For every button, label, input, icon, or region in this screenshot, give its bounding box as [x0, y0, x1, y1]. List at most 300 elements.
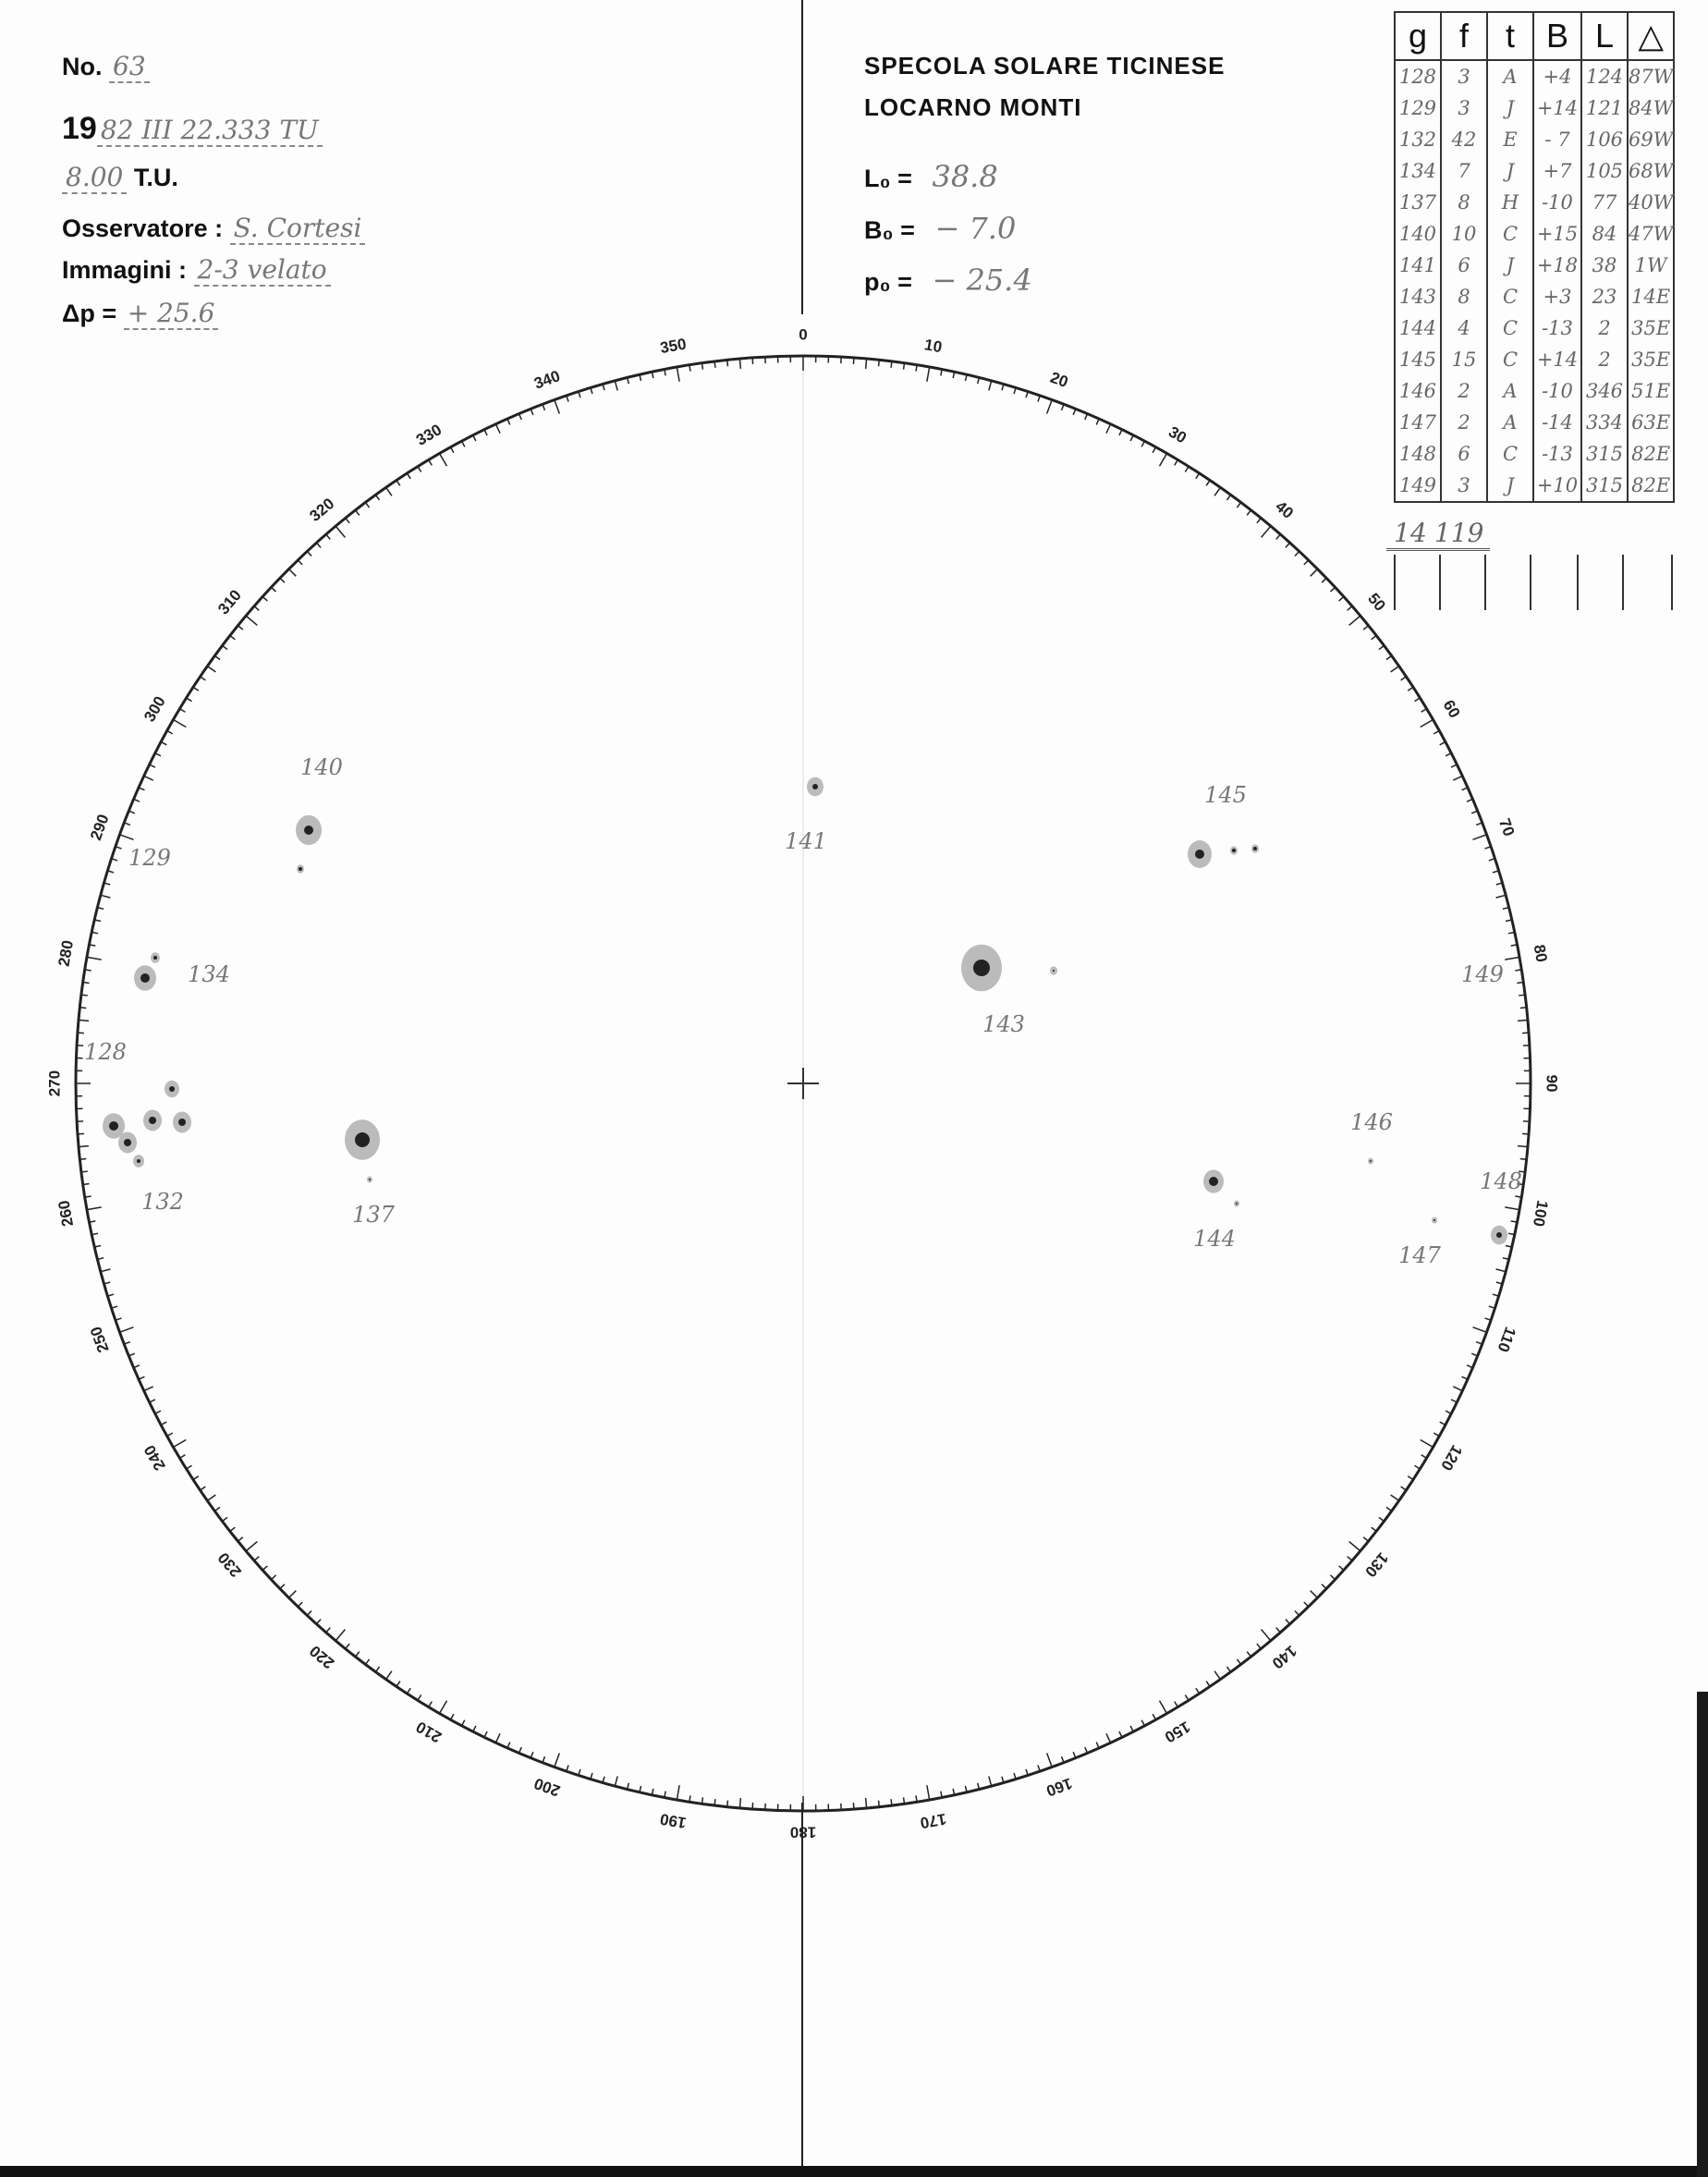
scale-tick [1106, 424, 1111, 434]
sunspot-umbra [1434, 1219, 1435, 1221]
scale-tick [1247, 1652, 1250, 1657]
scale-tick [1175, 1702, 1178, 1707]
scale-tick [1518, 1146, 1528, 1147]
sunspot-umbra [1232, 849, 1236, 852]
scale-tick [155, 1411, 161, 1413]
scale-tick [1130, 1726, 1133, 1731]
scale-tick [1295, 551, 1299, 556]
scale-tick [1421, 709, 1427, 713]
scale-tick [879, 360, 880, 366]
scale-tick [1185, 1694, 1189, 1700]
scale-tick [1408, 1476, 1413, 1480]
total-groups: 14 [1394, 518, 1427, 548]
sunspot-umbra [1209, 1177, 1218, 1186]
table-cell: 82E [1628, 470, 1674, 502]
table-cell: 42 [1441, 124, 1487, 155]
table-cell: 128 [1395, 60, 1441, 92]
scale-tick [222, 1517, 227, 1521]
scale-tick [375, 495, 379, 500]
table-cell: 84W [1628, 92, 1674, 124]
p0-label: p₀ = [864, 268, 912, 296]
scale-label: 40 [1272, 497, 1298, 522]
scale-tick [1379, 1517, 1385, 1521]
scale-tick [193, 687, 199, 691]
scale-tick [1496, 1269, 1507, 1272]
scale-tick [879, 1801, 880, 1807]
scale-tick [615, 1777, 617, 1787]
sunspot-umbra [812, 784, 818, 789]
scale-tick [1453, 1387, 1462, 1391]
scale-label: 350 [658, 335, 688, 358]
scale-tick [316, 1620, 321, 1624]
scale-tick [365, 502, 369, 508]
scale-tick [355, 1652, 359, 1657]
scale-label: 70 [1495, 815, 1519, 839]
scale-tick [1141, 1720, 1144, 1726]
scale-tick [1226, 1667, 1230, 1672]
scale-tick [262, 596, 267, 601]
scale-tick [1434, 1433, 1439, 1436]
scale-tick [1330, 1575, 1335, 1580]
scale-label: 130 [1361, 1548, 1392, 1581]
sunspot-umbra [299, 867, 302, 871]
scale-tick [1196, 473, 1200, 479]
scale-tick [1226, 495, 1230, 500]
scale-tick [495, 1733, 500, 1743]
scale-label: 200 [531, 1774, 563, 1800]
scale-tick [579, 1769, 580, 1776]
table-cell: 3 [1441, 470, 1487, 502]
table-cell: E [1487, 124, 1533, 155]
scale-label: 280 [55, 938, 78, 968]
scale-tick [298, 1602, 302, 1607]
scale-tick [238, 626, 242, 630]
scale-tick [1489, 1306, 1495, 1308]
table-cell: 2 [1581, 312, 1628, 344]
table-cell: -13 [1533, 438, 1581, 470]
table-cell: 106 [1581, 124, 1628, 155]
scale-label: 170 [919, 1809, 948, 1832]
scale-label: 0 [799, 325, 808, 344]
scale-tick [1196, 1688, 1200, 1694]
scale-tick [336, 1630, 345, 1641]
scale-tick [1349, 1542, 1360, 1551]
images-value: 2-3 velato [194, 254, 331, 287]
scale-label: 320 [306, 495, 338, 525]
scale-tick [1414, 698, 1420, 702]
table-cell: 137 [1395, 187, 1441, 218]
date-value: 82 III 22.333 TU [97, 115, 323, 147]
table-cell: - 7 [1533, 124, 1581, 155]
scale-tick [1153, 1714, 1155, 1719]
scale-tick [1496, 895, 1507, 898]
scale-label: 50 [1364, 589, 1389, 615]
observer-label: Osservatore : [62, 214, 224, 242]
scale-tick [386, 487, 392, 495]
scale-tick [1363, 626, 1368, 630]
sunspot-umbra [140, 973, 150, 983]
table-cell: 145 [1395, 344, 1441, 375]
table-cell: 10 [1441, 218, 1487, 250]
record-number-label: No. [62, 53, 103, 80]
scale-tick [1119, 430, 1122, 435]
scale-tick [555, 399, 559, 413]
scale-tick [429, 1702, 433, 1707]
scale-tick [1372, 1527, 1377, 1531]
scale-tick [1330, 587, 1335, 592]
scale-tick [79, 1020, 89, 1021]
table-cell: 84 [1581, 218, 1628, 250]
scale-tick [1489, 859, 1495, 861]
scale-tick [739, 1798, 740, 1808]
scale-tick [246, 1542, 257, 1551]
scale-label: 30 [1165, 422, 1190, 447]
scale-tick [1421, 1455, 1427, 1459]
table-cell: 51E [1628, 375, 1674, 407]
sunspot-umbra [1253, 847, 1257, 850]
scale-tick [1322, 1584, 1326, 1589]
table-cell: 334 [1581, 407, 1628, 438]
scale-tick [1446, 753, 1451, 756]
scale-tick [866, 359, 867, 369]
scale-tick [989, 1777, 992, 1787]
scale-label: 160 [1043, 1774, 1075, 1800]
scale-tick [1175, 459, 1178, 465]
scale-tick [101, 1269, 111, 1272]
scale-tick [179, 709, 185, 713]
scale-tick [1026, 1769, 1028, 1776]
scale-tick [79, 1008, 86, 1009]
scale-tick [207, 1495, 215, 1500]
group-label: 140 [300, 754, 343, 780]
scale-tick [904, 363, 905, 370]
scale-tick [1247, 510, 1250, 516]
scale-tick [927, 367, 930, 382]
scale-label: 150 [1161, 1718, 1194, 1746]
table-cell: 148 [1395, 438, 1441, 470]
scale-tick [167, 730, 173, 733]
scale-tick [1160, 453, 1167, 466]
scale-tick [112, 1306, 118, 1308]
scale-tick [119, 835, 133, 839]
scale-tick [1363, 1537, 1368, 1541]
scale-tick [187, 1465, 192, 1469]
scale-tick [1451, 764, 1457, 767]
table-cell: +7 [1533, 155, 1581, 187]
scale-tick [280, 578, 285, 582]
scale-label: 220 [306, 1642, 338, 1672]
time-value: 8.00 [62, 162, 127, 194]
scale-tick [1141, 441, 1144, 446]
scale-tick [418, 467, 421, 472]
scale-tick [365, 1659, 369, 1665]
observatory-location: LOCARNO MONTI [864, 93, 1082, 121]
sunspot-umbra [178, 1119, 186, 1126]
scale-tick [1401, 1486, 1407, 1490]
total-spots: 119 [1434, 518, 1484, 548]
scale-tick [407, 1688, 410, 1694]
sunspot-umbra [109, 1121, 118, 1131]
scale-tick [1119, 1731, 1122, 1737]
table-cell: J [1487, 250, 1533, 281]
scale-tick [155, 753, 161, 756]
table-cell: 2 [1441, 375, 1487, 407]
scale-tick [440, 1701, 447, 1714]
scale-tick [495, 424, 500, 434]
scale-label: 210 [412, 1718, 445, 1746]
scale-tick [307, 551, 311, 556]
scale-tick [1379, 645, 1385, 649]
p0-value: − 25.4 [932, 263, 1032, 298]
scale-label: 100 [1529, 1199, 1552, 1229]
scale-tick [326, 534, 331, 539]
scale-label: 20 [1047, 368, 1071, 391]
scale-tick [307, 1610, 311, 1615]
scale-tick [396, 1682, 400, 1687]
table-cell: J [1487, 155, 1533, 187]
scale-tick [1185, 467, 1189, 472]
scale-tick [927, 1785, 930, 1800]
scale-tick [207, 667, 215, 672]
scale-tick [316, 543, 321, 547]
scale-tick [386, 1671, 392, 1680]
scale-tick [150, 1400, 155, 1402]
table-cell: 149 [1395, 470, 1441, 502]
table-cell: 140 [1395, 218, 1441, 250]
table-cell: +14 [1533, 344, 1581, 375]
table-cell: C [1487, 218, 1533, 250]
scale-tick [904, 1797, 905, 1804]
group-label: 143 [982, 1011, 1025, 1037]
scale-tick [336, 526, 345, 537]
scale-tick [346, 1644, 349, 1648]
scale-tick [1408, 687, 1413, 691]
table-cell: 132 [1395, 124, 1441, 155]
scale-label: 120 [1437, 1441, 1466, 1474]
scale-label: 110 [1494, 1324, 1519, 1355]
table-cell: C [1487, 438, 1533, 470]
table-cell: +10 [1533, 470, 1581, 502]
scale-tick [214, 655, 220, 659]
sunspot-umbra [355, 1132, 370, 1147]
scale-tick [173, 1440, 186, 1448]
scale-label: 230 [214, 1548, 245, 1581]
scale-tick [230, 1527, 236, 1531]
table-cell: 7 [1441, 155, 1487, 187]
scale-tick [1026, 392, 1028, 398]
table-cell: A [1487, 60, 1533, 92]
scale-tick [298, 560, 302, 565]
scale-tick [1295, 1610, 1299, 1615]
scale-tick [87, 1207, 102, 1210]
group-label: 149 [1461, 961, 1504, 987]
scale-tick [1130, 435, 1133, 441]
table-cell: 23 [1581, 281, 1628, 312]
scale-tick [167, 1433, 173, 1436]
table-cell: 47W [1628, 218, 1674, 250]
table-cell: 121 [1581, 92, 1628, 124]
scale-tick [714, 361, 715, 368]
table-cell: 87W [1628, 60, 1674, 92]
scale-tick [1206, 481, 1210, 486]
sunspot-umbra [137, 1159, 140, 1163]
group-label: 132 [141, 1189, 184, 1215]
B0-value: − 7.0 [934, 211, 1017, 246]
scale-label: 310 [214, 586, 245, 618]
scale-label: 140 [1268, 1642, 1300, 1672]
scale-label: 290 [87, 812, 113, 843]
sunspot-umbra [1195, 850, 1204, 859]
group-label: 129 [128, 845, 171, 871]
scale-tick [473, 1726, 476, 1731]
table-cell: -10 [1533, 375, 1581, 407]
scale-label: 250 [87, 1324, 113, 1355]
table-cell: 146 [1395, 375, 1441, 407]
scale-tick [326, 1628, 331, 1633]
scale-tick [173, 720, 186, 728]
scale-tick [1421, 720, 1434, 728]
sunspot-umbra [973, 960, 990, 976]
table-cell: 63E [1628, 407, 1674, 438]
scale-tick [1372, 635, 1377, 639]
scale-tick [346, 518, 349, 522]
scale-tick [714, 1799, 715, 1805]
scale-tick [1339, 596, 1344, 601]
scale-tick [201, 677, 206, 680]
delta-p-label: Δp = [62, 300, 117, 327]
scale-tick [1414, 1465, 1420, 1469]
table-cell: 38 [1581, 250, 1628, 281]
table-cell: 129 [1395, 92, 1441, 124]
scan-border-right [1697, 1692, 1708, 2177]
scale-tick [989, 381, 992, 391]
delta-p-value: + 25.6 [124, 298, 219, 330]
scale-tick [1391, 667, 1399, 672]
table-cell: 134 [1395, 155, 1441, 187]
scale-tick [1446, 1411, 1451, 1413]
scale-tick [1520, 1159, 1527, 1160]
table-cell: 105 [1581, 155, 1628, 187]
scale-tick [1440, 1422, 1446, 1425]
sunspot-umbra [304, 826, 313, 835]
scale-tick [280, 1584, 285, 1589]
table-cell: +3 [1533, 281, 1581, 312]
table-cell: 8 [1441, 281, 1487, 312]
group-label: 134 [188, 961, 230, 987]
scale-tick [87, 957, 102, 960]
scale-tick [1262, 526, 1271, 537]
scale-label: 90 [1543, 1074, 1561, 1093]
table-cell: 68W [1628, 155, 1674, 187]
group-label: 141 [785, 828, 827, 854]
table-cell: 4 [1441, 312, 1487, 344]
col-header-meridian-distance: △ [1628, 12, 1674, 60]
scale-tick [1237, 502, 1240, 508]
scale-tick [1434, 730, 1439, 733]
scale-tick [1421, 1440, 1434, 1448]
scale-tick [1214, 1671, 1220, 1680]
sunspot-umbra [1496, 1232, 1502, 1238]
table-cell: 141 [1395, 250, 1441, 281]
scale-tick [1153, 447, 1155, 453]
col-header-group: g [1395, 12, 1441, 60]
group-label: 144 [1193, 1226, 1236, 1252]
table-cell: 2 [1581, 344, 1628, 375]
year-prefix: 19 [62, 111, 97, 146]
scale-tick [1311, 1591, 1318, 1598]
scale-label: 330 [412, 421, 445, 449]
scale-tick [1047, 399, 1052, 413]
observatory-name: SPECOLA SOLARE TICINESE [864, 52, 1226, 79]
scale-tick [193, 1476, 199, 1480]
scale-tick [83, 1184, 90, 1185]
scale-tick [1237, 1659, 1240, 1665]
table-cell: 124 [1581, 60, 1628, 92]
table-cell: 77 [1581, 187, 1628, 218]
table-cell: -13 [1533, 312, 1581, 344]
group-label: 137 [352, 1202, 395, 1228]
scale-label: 80 [1530, 943, 1551, 964]
scale-tick [1257, 518, 1261, 522]
scale-tick [462, 1720, 465, 1726]
scale-tick [615, 381, 617, 391]
group-label: 148 [1480, 1168, 1522, 1194]
table-cell: A [1487, 375, 1533, 407]
B0-label: B₀ = [864, 216, 915, 244]
scale-tick [866, 1798, 867, 1808]
scale-label: 10 [922, 336, 944, 357]
table-cell: C [1487, 312, 1533, 344]
table-cell: +15 [1533, 218, 1581, 250]
record-number-value: 63 [109, 51, 150, 83]
scale-tick [739, 359, 740, 369]
scale-tick [1276, 1628, 1281, 1633]
scale-tick [1106, 1733, 1111, 1743]
table-cell: 6 [1441, 250, 1487, 281]
sunspot-umbra [169, 1086, 175, 1092]
scale-tick [1339, 1566, 1344, 1571]
scale-tick [1473, 835, 1487, 839]
scale-tick [1262, 1630, 1271, 1641]
table-cell: 315 [1581, 438, 1628, 470]
scale-tick [555, 1754, 559, 1767]
scale-tick [355, 510, 359, 516]
sunspot-umbra [369, 1179, 371, 1180]
sunspot-umbra [1370, 1160, 1372, 1162]
scale-tick [289, 1591, 297, 1598]
table-cell: +14 [1533, 92, 1581, 124]
scale-tick [1304, 560, 1309, 565]
scale-tick [230, 635, 236, 639]
scale-tick [440, 453, 447, 466]
scale-tick [462, 441, 465, 446]
scale-tick [1519, 995, 1525, 996]
table-cell: 3 [1441, 60, 1487, 92]
scale-tick [450, 1714, 453, 1719]
scale-tick [677, 367, 679, 382]
scale-tick [112, 859, 118, 861]
images-label: Immagini : [62, 256, 188, 284]
table-cell: 15 [1441, 344, 1487, 375]
scale-tick [1276, 534, 1281, 539]
scale-label: 240 [140, 1441, 169, 1474]
col-header-type: t [1487, 12, 1533, 60]
scale-tick [891, 1799, 892, 1805]
table-cell: -14 [1533, 407, 1581, 438]
sunspot-umbra [124, 1139, 131, 1146]
scale-tick [1473, 1327, 1487, 1332]
scale-tick [83, 982, 90, 983]
